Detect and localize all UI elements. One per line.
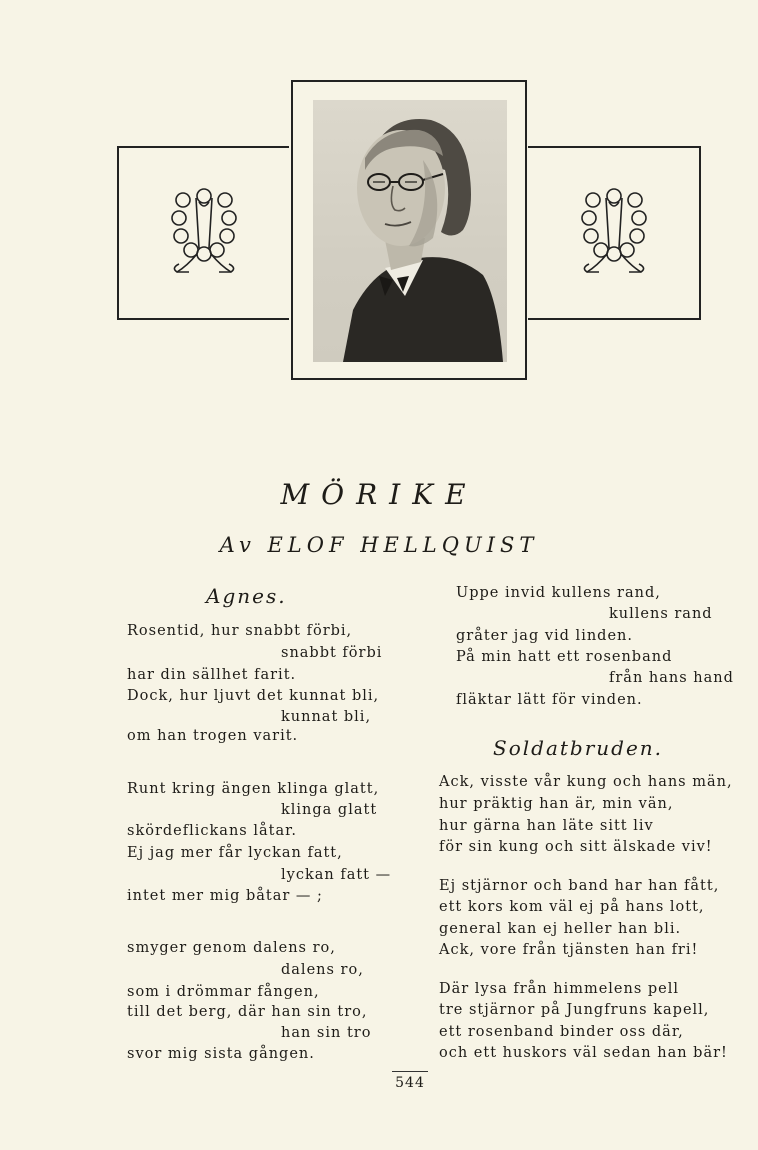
poem-line: och ett huskors väl sedan han bär! [439, 1045, 728, 1061]
poem-line: om han trogen varit. [127, 728, 299, 744]
article-title: MÖRIKE [280, 478, 478, 511]
poem-line-refrain: kullens rand [609, 606, 713, 622]
portrait-frame [291, 80, 527, 380]
poem-line: general kan ej heller han bli. [439, 921, 682, 937]
poem-line: Rosentid, hur snabbt förbi, [127, 623, 353, 639]
poem-line: smyger genom dalens ro, [127, 940, 336, 956]
page-number: 544 [395, 1075, 425, 1091]
article-byline: Av ELOF HELLQUIST [219, 533, 539, 557]
poem-line: fläktar lätt för vinden. [456, 692, 643, 708]
poem-line: Ej jag mer får lyckan fatt, [127, 845, 343, 861]
poem-line: Uppe invid kullens rand, [456, 585, 661, 601]
poem-line: Dock, hur ljuvt det kunnat bli, [127, 688, 380, 704]
poem-line: På min hatt ett rosenband [456, 649, 673, 665]
poem-line: hur präktig han är, min vän, [439, 796, 674, 812]
poem-line: Ack, visste vår kung och hans män, [439, 774, 733, 790]
left-ornament-frame [117, 146, 289, 320]
poem-title-agnes: Agnes. [206, 584, 287, 608]
right-ornament-frame [528, 146, 701, 320]
poem-line: som i drömmar fången, [127, 984, 320, 1000]
poem-line-refrain: från hans hand [609, 670, 734, 686]
portrait-engraving [313, 100, 507, 362]
poem-line: svor mig sista gången. [127, 1046, 315, 1062]
poem-line: skördeflickans låtar. [127, 823, 298, 839]
poem-line: ett kors kom väl ej på hans lott, [439, 899, 705, 915]
monogram-ornament-icon [579, 188, 649, 278]
poem-line: Ack, vore från tjänsten han fri! [439, 942, 699, 958]
poem-line-refrain: lyckan fatt — [281, 867, 392, 883]
poem-line: tre stjärnor på Jungfruns kapell, [439, 1002, 710, 1018]
poem-line: Ej stjärnor och band har han fått, [439, 878, 720, 894]
poem-line: för sin kung och sitt älskade viv! [439, 839, 713, 855]
poem-line-refrain: kunnat bli, [281, 709, 372, 725]
poem-line-refrain: han sin tro [281, 1025, 372, 1041]
author-portrait [313, 100, 507, 362]
poem-line: Runt kring ängen klinga glatt, [127, 781, 380, 797]
poem-line-refrain: snabbt förbi [281, 645, 383, 661]
poem-line: har din sällhet farit. [127, 667, 297, 683]
poem-line-refrain: klinga glatt [281, 802, 378, 818]
poem-title-soldatbruden: Soldatbruden. [493, 736, 664, 760]
monogram-ornament-icon [169, 188, 239, 278]
poem-line: till det berg, där han sin tro, [127, 1004, 368, 1020]
poem-line: hur gärna han läte sitt liv [439, 818, 654, 834]
poem-line: Där lysa från himmelens pell [439, 981, 680, 997]
poem-line: intet mer mig båtar — ; [127, 888, 323, 904]
page-number-rule [392, 1071, 428, 1072]
poem-line: ett rosenband binder oss där, [439, 1024, 684, 1040]
poem-line: gråter jag vid linden. [456, 628, 633, 644]
poem-line-refrain: dalens ro, [281, 962, 364, 978]
